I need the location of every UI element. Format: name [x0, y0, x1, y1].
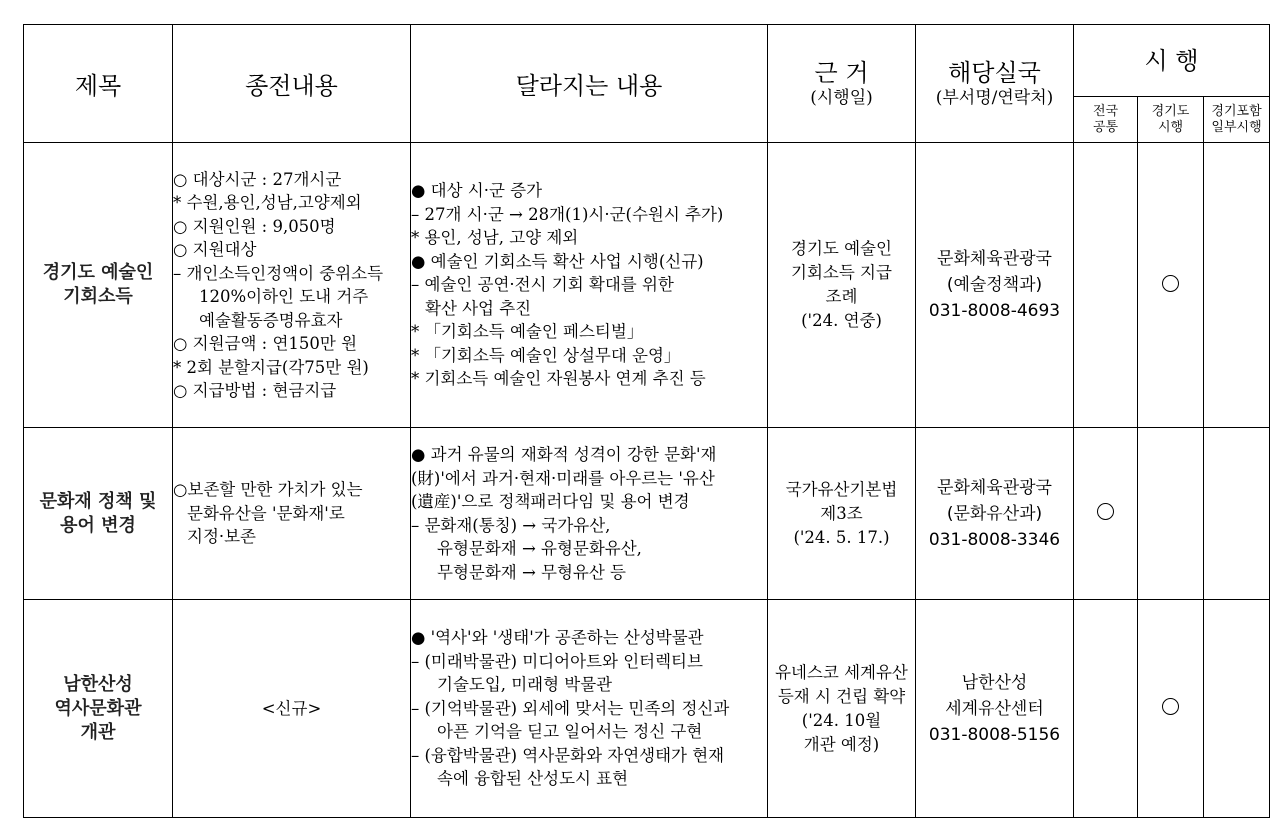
- previous-line: 문화유산을 '문화재'로: [187, 503, 345, 523]
- basis-line: ('24. 연중): [801, 311, 882, 330]
- impl-cell-impl-partial: [1204, 600, 1270, 818]
- changed-line: – 27개 시·군 → 28개(1)시·군(수원시 추가): [411, 204, 724, 224]
- previous-line: 예술활동증명유효자: [199, 310, 343, 330]
- header-dept-sub: (부서명/연락처): [935, 87, 1054, 108]
- changed-line: – (융합박물관) 역사문화와 자연생태가 현재: [411, 745, 725, 765]
- dept-content: [916, 428, 1074, 600]
- changed-line: 속에 융합된 산성도시 표현: [437, 769, 629, 789]
- basis-line: 경기도 예술인: [791, 239, 892, 258]
- header-impl-gyeonggi-line: 경기도: [1151, 103, 1190, 119]
- dept-line: 031-8008-5156: [928, 724, 1061, 745]
- header-row: [24, 25, 1270, 97]
- changed-line: – (기억박물관) 외세에 맞서는 민족의 정신과: [411, 698, 730, 718]
- changed-line: 무형문화재 → 무형유산 등: [437, 562, 626, 582]
- previous-line: * 수원,용인,성남,고양제외: [173, 193, 362, 212]
- title-line: 문화재 정책 및: [39, 490, 157, 512]
- dept-line: (예술정책과): [946, 275, 1043, 295]
- header-impl: 시 행: [1074, 25, 1270, 97]
- previous-line: ○ 지원대상: [173, 240, 257, 259]
- changed-content: [411, 428, 768, 600]
- dept-content: [916, 143, 1074, 428]
- previous-line: ○ 지급방법 : 현금지급: [173, 381, 337, 400]
- previous-content: [173, 600, 411, 818]
- impl-cell-impl-national: [1074, 600, 1138, 818]
- header-impl-gyeonggi-line: 시행: [1157, 119, 1184, 135]
- header-title: 제목: [24, 25, 173, 143]
- header-impl-partial-line: 일부시행: [1211, 119, 1262, 135]
- row-title: [24, 143, 173, 428]
- previous-content: [173, 143, 411, 428]
- previous-line: ○보존할 만한 가치가 있는: [173, 480, 363, 500]
- changed-line: ● 과거 유물의 재화적 성격이 강한 문화'재: [411, 445, 717, 464]
- previous-content: [173, 428, 411, 600]
- title-line: 개관: [80, 721, 116, 743]
- impl-cell-impl-gyeonggi: [1138, 143, 1204, 428]
- table-row: [24, 428, 1270, 600]
- dept-line: (문화유산과): [946, 503, 1043, 524]
- changed-line: ● '역사'와 '생태'가 공존하는 산성박물관: [411, 628, 704, 648]
- row-title: [24, 600, 173, 818]
- circle-mark-icon: [1162, 698, 1179, 715]
- previous-line: ○ 지원인원 : 9,050명: [173, 216, 336, 236]
- previous-line: <신규>: [261, 698, 322, 718]
- changed-line: (財)'에서 과거·현재·미래를 아우르는 '유산: [411, 468, 715, 488]
- header-basis-sub: (시행일): [810, 87, 873, 108]
- header-impl-national-line: 전국: [1092, 103, 1119, 119]
- circle-mark-icon: [1097, 503, 1114, 520]
- header-impl-partial-line: 경기포함: [1211, 103, 1262, 119]
- dept-line: 문화체육관광국: [937, 249, 1052, 269]
- previous-line: 120%이하인 도내 거주: [199, 287, 369, 306]
- title-line: 역사문화관: [54, 697, 142, 719]
- changed-line: – 예술인 공연·전시 기회 확대를 위한: [411, 275, 674, 295]
- row-title: [24, 428, 173, 600]
- basis-line: 조례: [825, 287, 858, 306]
- basis-line: ('24. 5. 17.): [793, 527, 890, 547]
- changed-line: 아픈 기억을 딛고 일어서는 정신 구현: [437, 722, 703, 742]
- circle-mark-icon: [1162, 275, 1179, 292]
- basis-line: ('24. 10월: [801, 710, 882, 730]
- previous-line: ○ 대상시군 : 27개시군: [173, 169, 342, 189]
- basis-line: 기회소득 지급: [791, 263, 892, 282]
- dept-line: 문화체육관광국: [937, 477, 1052, 498]
- dept-line: 세계유산센터: [945, 698, 1044, 719]
- dept-line: 031-8008-4693: [928, 301, 1061, 321]
- changed-content: [411, 143, 768, 428]
- header-basis: [768, 25, 916, 143]
- changed-line: * 「기회소득 예술인 상설무대 운영」: [411, 345, 681, 365]
- header-impl-partial: [1204, 97, 1270, 143]
- dept-content: [916, 600, 1074, 818]
- header-dept: [916, 25, 1074, 143]
- changed-line: – 문화재(통칭) → 국가유산,: [411, 515, 611, 535]
- changed-line: – (미래박물관) 미디어아트와 인터렉티브: [411, 651, 703, 671]
- basis-content: [768, 600, 916, 818]
- basis-line: 등재 시 건립 확약: [777, 686, 906, 706]
- changed-line: ● 예술인 기회소득 확산 사업 시행(신규): [411, 251, 704, 271]
- changed-content: [411, 600, 768, 818]
- basis-line: 제3조: [820, 503, 863, 523]
- changed-line: ● 대상 시·군 증가: [411, 181, 543, 201]
- dept-line: 031-8008-3346: [928, 529, 1061, 550]
- changed-line: * 「기회소득 예술인 페스티벌」: [411, 322, 644, 342]
- impl-cell-impl-partial: [1204, 143, 1270, 428]
- policy-change-table: [23, 24, 1270, 818]
- header-impl-national-line: 공통: [1092, 119, 1119, 135]
- table-row: [24, 600, 1270, 818]
- header-dept-main: 해당실국: [948, 58, 1041, 87]
- basis-line: 국가유산기본법: [785, 479, 898, 499]
- impl-cell-impl-partial: [1204, 428, 1270, 600]
- impl-cell-impl-national: [1074, 428, 1138, 600]
- title-line: 남한산성: [63, 673, 133, 695]
- changed-line: (遺産)'으로 정책패러다임 및 용어 변경: [411, 492, 690, 511]
- title-line: 용어 변경: [60, 514, 136, 536]
- header-basis-main: 근 거: [814, 58, 869, 87]
- impl-cell-impl-gyeonggi: [1138, 600, 1204, 818]
- impl-cell-impl-national: [1074, 143, 1138, 428]
- header-impl-national: [1074, 97, 1138, 143]
- table-row: [24, 143, 1270, 428]
- impl-cell-impl-gyeonggi: [1138, 428, 1204, 600]
- header-changed: 달라지는 내용: [411, 25, 768, 143]
- header-impl-gyeonggi: [1138, 97, 1204, 143]
- previous-line: – 개인소득인정액이 중위소득: [173, 263, 384, 283]
- title-line: 경기도 예술인: [42, 262, 154, 283]
- basis-content: [768, 143, 916, 428]
- changed-line: 기술도입, 미래형 박물관: [437, 675, 613, 695]
- previous-line: * 2회 분할지급(각75만 원): [173, 357, 369, 377]
- header-previous: 종전내용: [173, 25, 411, 143]
- basis-line: 개관 예정): [803, 734, 880, 754]
- changed-line: * 용인, 성남, 고양 제외: [411, 228, 579, 248]
- changed-line: 확산 사업 추진: [425, 298, 532, 318]
- changed-line: 유형문화재 → 유형문화유산,: [437, 539, 642, 558]
- changed-line: * 기회소득 예술인 자원봉사 연계 추진 등: [411, 369, 706, 389]
- previous-line: 지정·보존: [187, 527, 257, 547]
- previous-line: ○ 지원금액 : 연150만 원: [173, 334, 358, 353]
- title-line: 기회소득: [63, 286, 133, 307]
- dept-line: 남한산성: [961, 672, 1028, 693]
- basis-line: 유네스코 세계유산: [775, 662, 908, 682]
- basis-content: [768, 428, 916, 600]
